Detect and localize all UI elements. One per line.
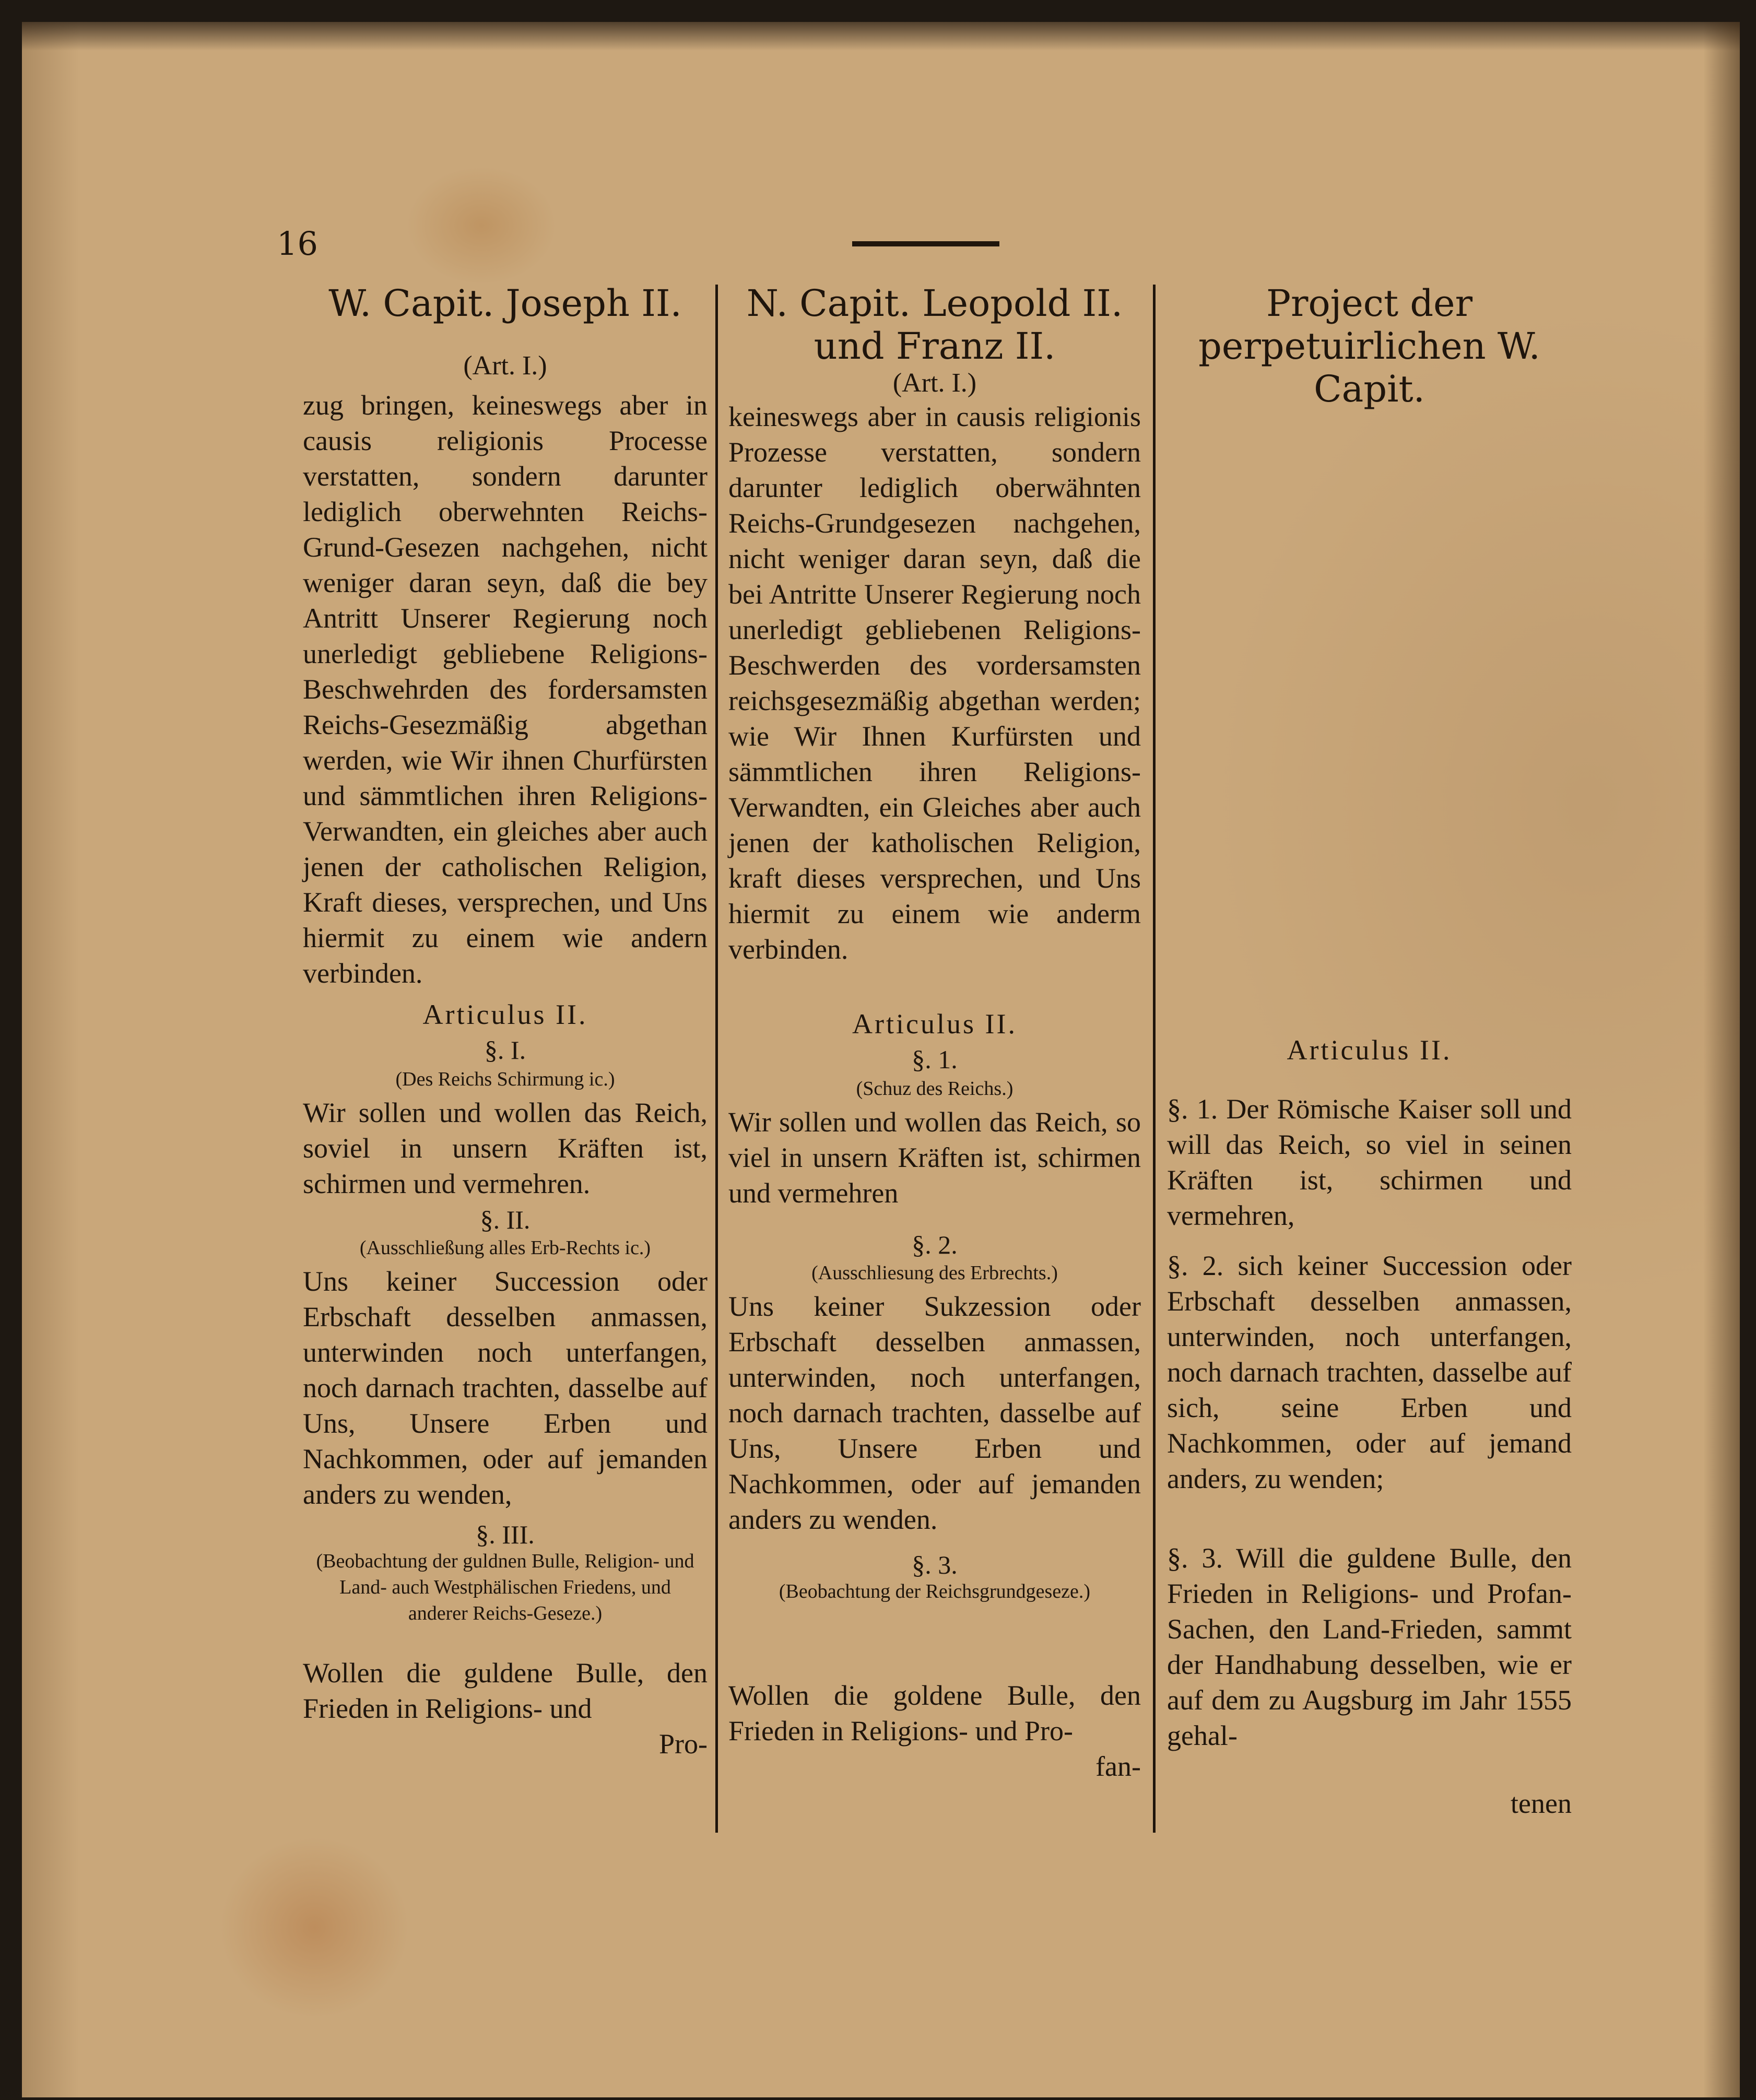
page-gutter-shadow (1703, 22, 1740, 2097)
section-3-text: §. 3. Will die guldene Bulle, den Frieden in Religions- und Profan-Sachen, den Land-Frieden, sammt der Handhabung desselben, wie er auf dem zu Augsburg im Jahr 1555 gehal- (1167, 1542, 1572, 1751)
catchword: Pro- (659, 1728, 708, 1760)
article-1-text: keineswegs aber in causis religionis Prozesse verstatten, sondern darunter lediglich oberwähnten Reichs-Grundgesezen nachgehen, nicht weniger daran seyn, daß die bei Antritte Unserer Regierung noch unerledigt gebliebenen Religions-Beschwerden des vordersamsten reichsgesezmäßig abgethan werden; wie Wir Ihnen Kurfürsten und sämmtlichen ihren Religions-Verwandten, ein Gleiches aber auch jenen der katholischen Religion, kraft dieses versprechen, und Uns hiermit zu einem wie anderm verbinden. (728, 401, 1141, 965)
catchword: tenen (1511, 1788, 1572, 1819)
articulus-heading: Articulus II. (852, 1008, 1017, 1040)
article-1-text: zug bringen, keineswegs aber in causis religionis Processe verstatten, sondern darunter lediglich oberwehnten Reichs-Grund-Gesezen nachgehen, nicht weniger daran seyn, daß die bey Antritt Unserer Regierung noch unerledigt gebliebene Religions-Beschwehrden des fordersamsten Reichs-Gesezmäßig abgethan werden, wie Wir ihnen Churfürsten und sämmtlichen ihren Religions-Verwandten, ein gleiches aber auch jenen der catholischen Religion, Kraft dieses, versprechen, und Uns hiermit zu einem wie andern verbinden. (303, 390, 708, 989)
column-title: N. Capit. Leopold II. und Franz II. (746, 282, 1123, 368)
page-top-shadow (22, 22, 1740, 51)
section-1-label: §. I. (484, 1035, 526, 1065)
section-2-label: §. 2. (912, 1230, 958, 1259)
section-1-text: Wir sollen und wollen das Reich, soviel in unsern Kräften ist, schirmen und vermehren. (303, 1097, 708, 1199)
column-title: W. Capit. Joseph II. (328, 282, 682, 325)
section-2-subtitle: (Ausschließung alles Erb-Rechts ic.) (359, 1237, 651, 1259)
section-1-text: §. 1. Der Römische Kaiser soll und will das Reich, so viel in seinen Kräften ist, schirmen und vermehren, (1167, 1093, 1572, 1231)
column-divider-right (1153, 285, 1156, 1833)
section-3-text: Wollen die guldene Bulle, den Frieden in Religions- und (303, 1657, 708, 1724)
section-3-text: Wollen die goldene Bulle, den Frieden in Religions- und Pro- (728, 1680, 1141, 1747)
column-divider-left (715, 285, 718, 1833)
section-3-label: §. III. (476, 1520, 535, 1549)
section-2-label: §. II. (480, 1205, 531, 1234)
header-rule (852, 241, 999, 246)
section-1-subtitle: (Des Reichs Schirmung ic.) (395, 1068, 615, 1090)
article-label: (Art. I.) (892, 368, 977, 398)
page-number: 16 (277, 225, 318, 263)
column-leopold-franz (728, 282, 1141, 1784)
column-joseph-ii (303, 282, 708, 1762)
catchword: fan- (1095, 1751, 1141, 1782)
article-label: (Art. I.) (463, 351, 547, 381)
section-2-text: §. 2. sich keiner Succession oder Erbschaft desselben anmassen, unterwinden, noch unterfangen, noch darnach trachten, dasselbe auf sich, seine Erben und Nachkommen, oder auf jemand anders, zu wenden; (1167, 1250, 1572, 1494)
section-1-label: §. 1. (912, 1045, 958, 1074)
articulus-heading: Articulus II. (1287, 1034, 1452, 1066)
section-1-subtitle: (Schuz des Reichs.) (856, 1078, 1013, 1100)
section-2-text: Uns keiner Sukzession oder Erbschaft desselben anmassen, unterwinden, noch unterfangen, noch darnach trachten, dasselbe auf Uns, Unsere Erben und Nachkommen, oder auf jemanden anders zu wenden. (728, 1291, 1141, 1535)
column-title: Project der perpetuirlichen W. Capit. (1198, 282, 1540, 410)
section-3-label: §. 3. (912, 1550, 958, 1579)
section-2-subtitle: (Ausschliesung des Erbrechts.) (811, 1262, 1058, 1284)
section-1-text: Wir sollen und wollen das Reich, so viel in unsern Kräften ist, schirmen und vermehren (728, 1106, 1141, 1209)
column-perpetual-project (1167, 282, 1572, 1821)
articulus-heading: Articulus II. (422, 999, 588, 1030)
section-3-subtitle: (Beobachtung der Reichsgrundgeseze.) (779, 1580, 1091, 1602)
section-3-subtitle: (Beobachtung der guldnen Bulle, Religion- und Land- auch Westphälischen Friedens, und anderer Reichs-Geseze.) (316, 1550, 694, 1624)
section-2-text: Uns keiner Succession oder Erbschaft desselben anmassen, unterwinden noch unterfangen, noch darnach trachten, dasselbe auf Uns, Unsere Erben und Nachkommen, oder auf jemanden anders zu wenden, (303, 1266, 708, 1510)
